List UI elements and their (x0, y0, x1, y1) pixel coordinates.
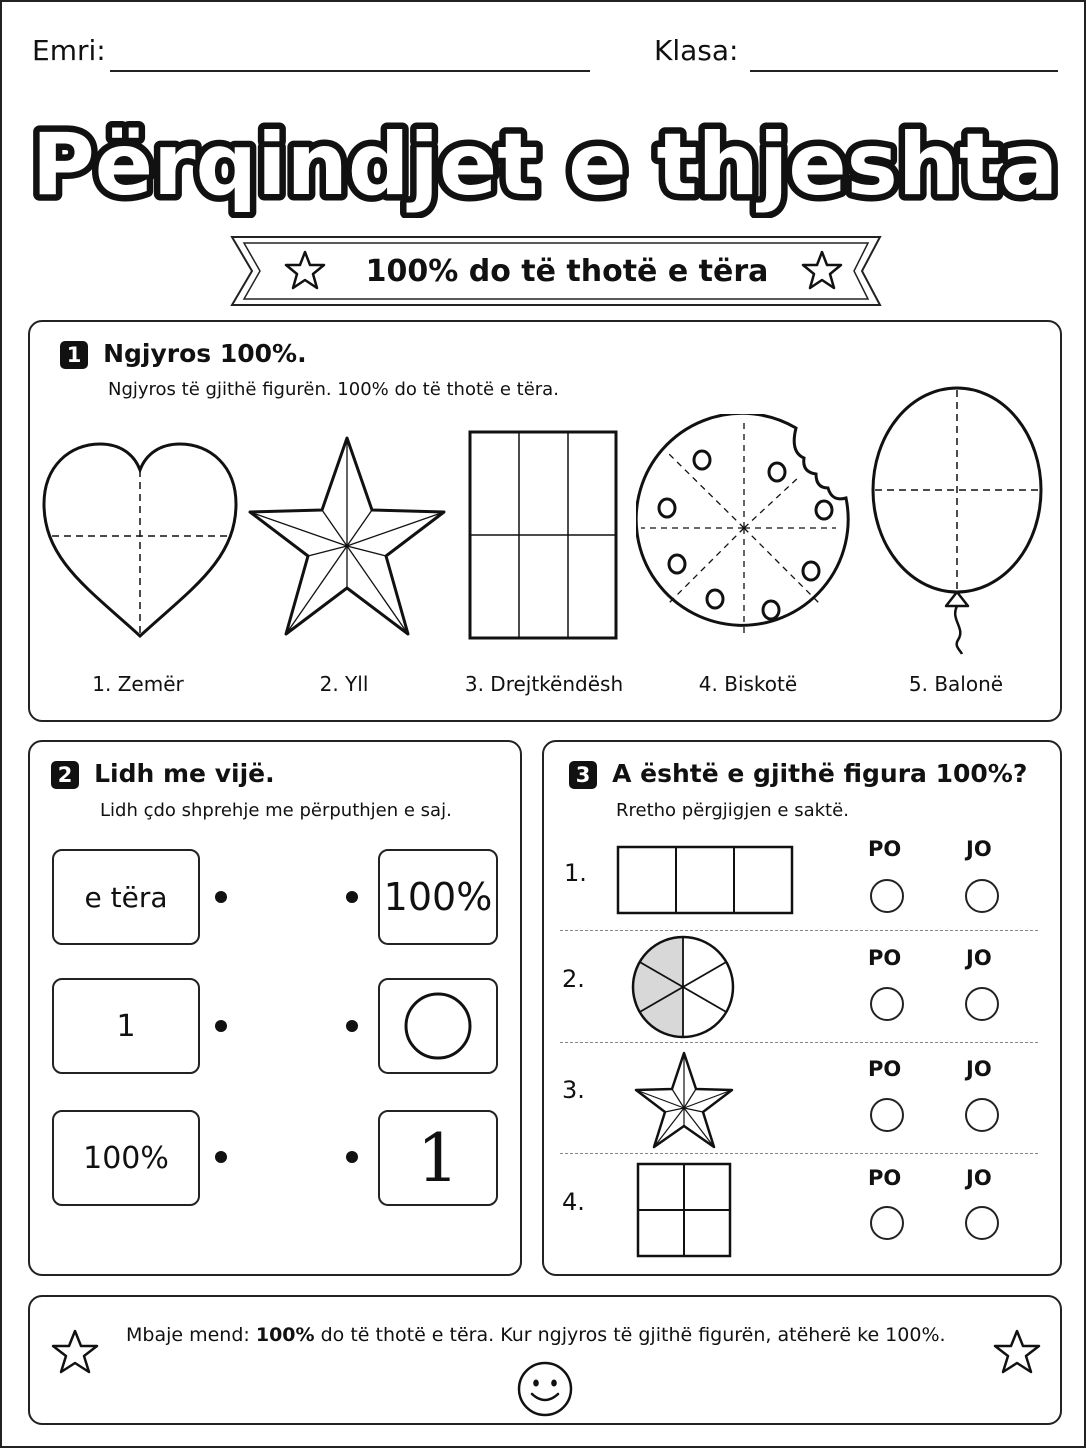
section-2-instruction: Lidh çdo shprehje me përputhjen e saj. (100, 800, 452, 821)
section-3-instruction: Rretho përgjigjen e saktë. (616, 800, 849, 821)
match-right-card-one[interactable]: 1 (378, 1110, 498, 1206)
name-label: Emri: (32, 34, 106, 67)
row-number: 4. (562, 1188, 585, 1216)
no-label: JO (966, 1057, 992, 1081)
match-dot-left[interactable] (215, 1020, 227, 1032)
match-dot-left[interactable] (215, 891, 227, 903)
section-1-number: 1 (60, 341, 88, 369)
match-left-card-percent[interactable]: 100% (52, 1110, 200, 1206)
heart-icon[interactable] (40, 440, 240, 645)
page-title (22, 98, 1068, 218)
shape-label-heart: 1. Zemër (92, 672, 184, 696)
row-number: 3. (562, 1076, 585, 1104)
section-1-title: Ngjyros 100%. (103, 339, 307, 368)
balloon-icon[interactable] (870, 384, 1046, 656)
row-number: 1. (564, 859, 587, 887)
section-3-header (569, 759, 1027, 789)
section-1-instruction: Ngjyros të gjithë figurën. 100% do të thotë e tëra. (108, 379, 559, 400)
no-label: JO (966, 1166, 992, 1190)
match-dot-right[interactable] (346, 1151, 358, 1163)
page-title-text: Përqindjet e thjeshta (31, 115, 1059, 215)
answer-yes-circle[interactable] (870, 1098, 904, 1132)
answer-no-circle[interactable] (965, 1098, 999, 1132)
section-1-header (60, 339, 307, 369)
star-icon[interactable] (244, 432, 450, 642)
shape-label-cookie: 4. Biskotë (698, 672, 798, 696)
answer-yes-circle[interactable] (870, 879, 904, 913)
answer-yes-circle[interactable] (870, 1206, 904, 1240)
match-left-card-whole[interactable]: e tëra (52, 849, 200, 945)
class-label: Klasa: (654, 34, 739, 67)
answer-no-circle[interactable] (965, 987, 999, 1021)
partly-shaded-circle-icon (630, 934, 736, 1040)
match-dot-left[interactable] (215, 1151, 227, 1163)
section-2-title: Lidh me vijë. (94, 759, 275, 788)
cookie-icon[interactable] (636, 414, 858, 646)
section-2-header (51, 759, 275, 789)
shape-label-rectangle: 3. Drejtkëndësh (464, 672, 624, 696)
match-left-card-one[interactable]: 1 (52, 978, 200, 1074)
footer-reminder (126, 1324, 946, 1346)
shape-label-star: 2. Yll (319, 672, 369, 696)
row-divider (560, 1153, 1038, 1154)
match-right-card-percent[interactable]: 100% (378, 849, 498, 945)
answer-no-circle[interactable] (965, 879, 999, 913)
banner-text: 100% do të thotë e tëra (365, 254, 769, 289)
yes-label: PO (868, 946, 902, 970)
yes-label: PO (868, 1166, 902, 1190)
row-divider (560, 1042, 1038, 1043)
circle-icon (403, 991, 473, 1061)
footer-bold: 100% (255, 1324, 315, 1346)
answer-no-circle[interactable] (965, 1206, 999, 1240)
star-icon (632, 1050, 736, 1150)
rectangle-icon[interactable] (468, 430, 620, 642)
row-number: 2. (562, 965, 585, 993)
row-divider (560, 930, 1038, 931)
match-dot-right[interactable] (346, 891, 358, 903)
section-3-number: 3 (569, 761, 597, 789)
answer-yes-circle[interactable] (870, 987, 904, 1021)
shape-label-balloon: 5. Balonë (908, 672, 1004, 696)
class-line[interactable] (750, 70, 1058, 72)
four-part-square-icon (636, 1162, 732, 1258)
star-icon (50, 1328, 100, 1376)
smiley-icon (516, 1360, 574, 1418)
footer-rest: do të thotë e tëra. Kur ngjyros të gjithë figurën, atëherë ke 100%. (314, 1324, 946, 1346)
section-3-title: A është e gjithë figura 100%? (612, 759, 1028, 788)
name-line[interactable] (110, 70, 590, 72)
yes-label: PO (868, 837, 902, 861)
match-dot-right[interactable] (346, 1020, 358, 1032)
no-label: JO (966, 946, 992, 970)
star-icon (992, 1328, 1042, 1376)
three-part-rectangle-icon (616, 845, 794, 917)
yes-label: PO (868, 1057, 902, 1081)
no-label: JO (966, 837, 992, 861)
match-right-card-circle[interactable] (378, 978, 498, 1074)
footer-prefix: Mbaje mend: (126, 1324, 256, 1346)
section-2-number: 2 (51, 761, 79, 789)
